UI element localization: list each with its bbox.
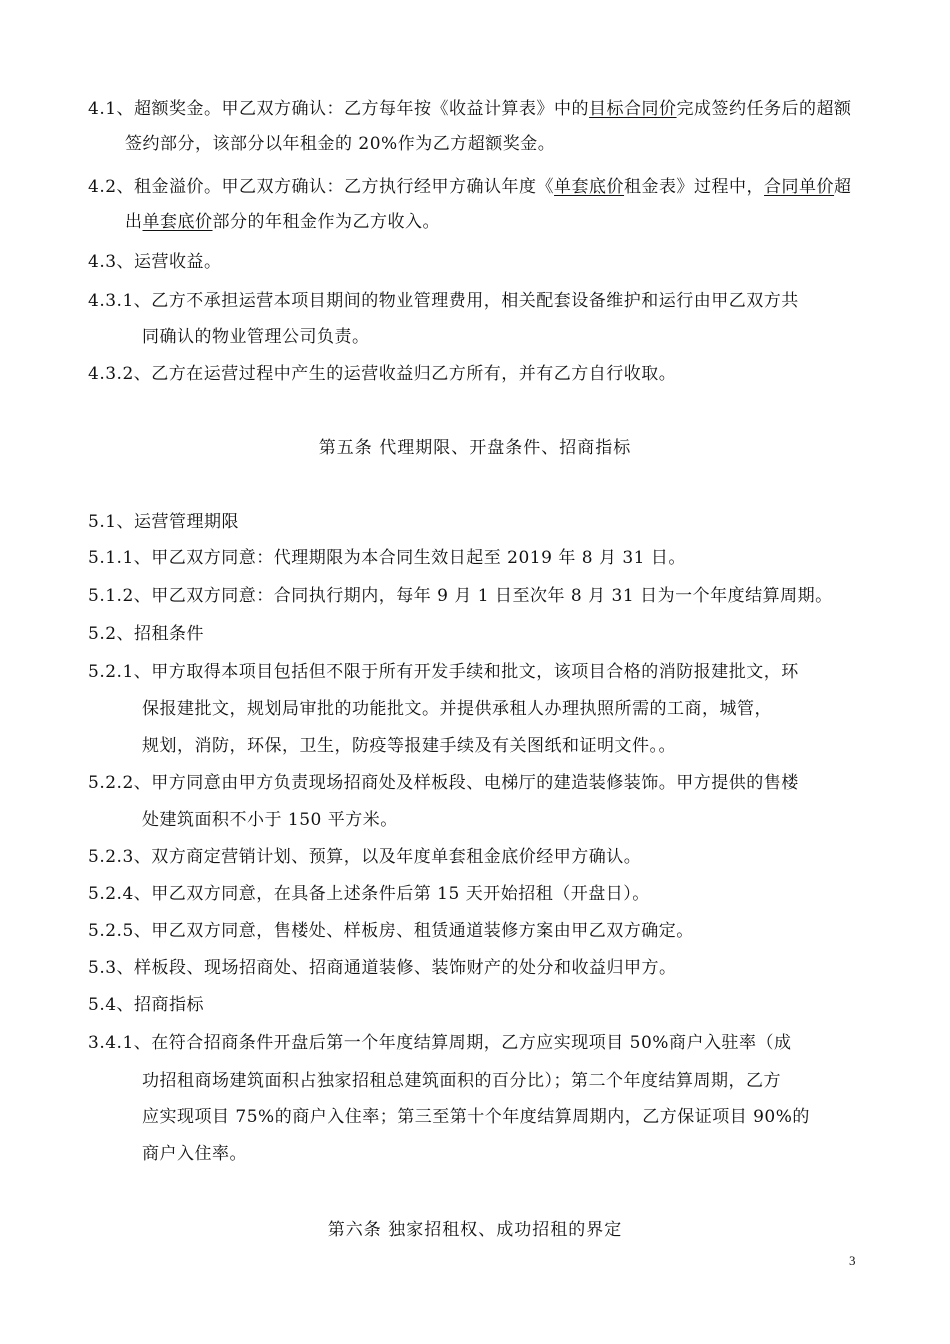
paragraph-4-3-1-line-2: 同确认的物业管理公司负责。 (142, 327, 370, 347)
paragraph-5-1: 5.1、运营管理期限 (88, 512, 240, 532)
paragraph-5-2-1-line-1: 5.2.1、甲方取得本项目包括但不限于所有开发手续和批文，该项目合格的消防报建批文，环 (88, 662, 799, 682)
paragraph-3-4-1-line-1: 3.4.1、在符合招商条件开盘后第一个年度结算周期，乙方应实现项目 50%商户入驻率（成 (88, 1033, 792, 1053)
paragraph-5-3: 5.3、样板段、现场招商处、招商通道装修、装饰财产的处分和收益归甲方。 (88, 958, 677, 978)
paragraph-4-2-line-1 (88, 175, 852, 199)
paragraph-5-2-2-line-2: 处建筑面积不小于 150 平方米。 (142, 810, 398, 830)
paragraph-4-3: 4.3、运营收益。 (88, 252, 222, 272)
paragraph-5-2-1-line-3: 规划，消防，环保，卫生，防疫等报建手续及有关图纸和证明文件。。 (142, 736, 676, 756)
text-run: 出 (125, 212, 143, 232)
paragraph-4-2-line-2 (125, 210, 440, 234)
paragraph-5-2-4: 5.2.4、甲乙双方同意，在具备上述条件后第 15 天开始招租（开盘日）。 (88, 884, 650, 904)
text-run: 租金表》过程中， (624, 177, 765, 197)
page-number: 3 (849, 1253, 856, 1268)
paragraph-5-2-5: 5.2.5、甲乙双方同意，售楼处、样板房、租赁通道装修方案由甲乙双方确定。 (88, 921, 694, 941)
paragraph-4-1-line-1 (88, 97, 852, 121)
paragraph-5-4: 5.4、招商指标 (88, 995, 205, 1015)
paragraph-4-3-2: 4.3.2、乙方在运营过程中产生的运营收益归乙方所有，并有乙方自行收取。 (88, 364, 677, 384)
section-heading-clause-5: 第五条 代理期限、开盘条件、招商指标 (318, 438, 632, 458)
paragraph-3-4-1-line-4: 商户入住率。 (142, 1144, 247, 1164)
paragraph-5-2-3: 5.2.3、双方商定营销计划、预算，以及年度单套租金底价经甲方确认。 (88, 847, 642, 867)
paragraph-3-4-1-line-2: 功招租商场建筑面积占独家招租总建筑面积的百分比）；第二个年度结算周期，乙方 (142, 1071, 781, 1091)
paragraph-5-1-1: 5.1.1、甲乙双方同意：代理期限为本合同生效日起至 2019 年 8 月 31 日。 (88, 548, 686, 568)
underlined-term-contract-unit-price: 合同单价 (764, 177, 835, 197)
underlined-term-target-contract-price: 目标合同价 (589, 99, 677, 119)
underlined-term-unit-floor-price: 单套底价 (554, 177, 625, 197)
underlined-term-unit-floor-price: 单套底价 (142, 212, 213, 232)
paragraph-3-4-1-line-3: 应实现项目 75%的商户入住率；第三至第十个年度结算周期内，乙方保证项目 90%的 (142, 1107, 810, 1127)
paragraph-5-1-2: 5.1.2、甲乙双方同意：合同执行期内，每年 9 月 1 日至次年 8 月 31 日为一个年度结算周期。 (88, 586, 833, 606)
paragraph-5-2-1-line-2: 保报建批文，规划局审批的功能批文。并提供承租人办理执照所需的工商，城管， (142, 699, 772, 719)
paragraph-4-3-1-line-1: 4.3.1、乙方不承担运营本项目期间的物业管理费用，相关配套设备维护和运行由甲乙双方共 (88, 291, 799, 311)
paragraph-5-2: 5.2、招租条件 (88, 624, 205, 644)
text-run: 部分的年租金作为乙方收入。 (212, 212, 440, 232)
text-run: 完成签约任务后的超额 (676, 99, 852, 119)
text-run: 4.2、租金溢价。甲乙双方确认：乙方执行经甲方确认年度《 (88, 177, 555, 197)
text-run: 4.1、超额奖金。甲乙双方确认：乙方每年按《收益计算表》中的 (88, 99, 590, 119)
section-heading-clause-6: 第六条 独家招租权、成功招租的界定 (327, 1220, 623, 1240)
paragraph-5-2-2-line-1: 5.2.2、甲方同意由甲方负责现场招商处及样板段、电梯厅的建造装修装饰。甲方提供的售楼 (88, 773, 799, 793)
paragraph-4-1-line-2: 签约部分，该部分以年租金的 20%作为乙方超额奖金。 (125, 134, 556, 154)
text-run: 超 (834, 177, 852, 197)
